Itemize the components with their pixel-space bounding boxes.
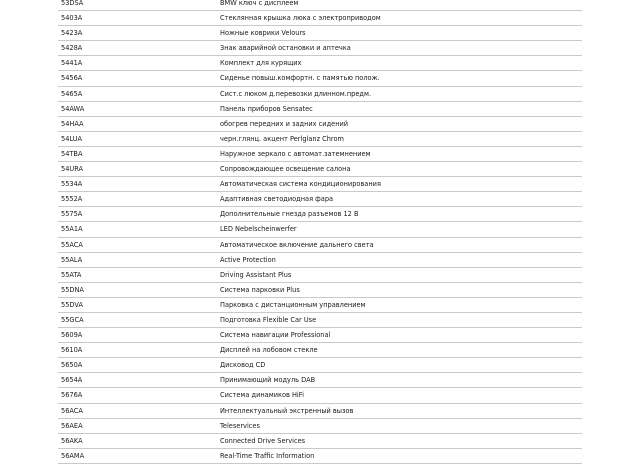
option-code: 5650A [61,361,83,370]
option-description: Сиденье повыш.комфортн. с памятью полож. [220,74,380,83]
option-description: Сист.с люком д.перевозки длинном.предм. [220,89,372,98]
option-code: 55DNA [61,285,84,294]
option-description: Система навигации Professional [220,331,331,340]
table-row [58,298,582,313]
option-description: Адаптивная светодиодная фара [220,195,334,204]
option-code: 54TBA [61,149,83,158]
table-row [58,419,582,434]
option-code: 56AMA [61,451,85,460]
option-description: Сопровождающее освещение салона [220,165,351,174]
table-row [58,388,582,403]
option-code: 55ALA [61,255,83,264]
table-row [58,41,582,56]
option-code: 5441A [61,59,83,68]
option-description: BMW ключ с дисплеем [220,0,299,7]
option-description: Driving Assistant Plus [220,270,292,279]
table-row [58,117,582,132]
option-description: Дисплей на лобовом стекле [220,346,318,355]
option-description: Стеклянная крышка люка с электроприводом [220,14,381,23]
table-row [58,177,582,192]
option-code: 53DSA [61,0,84,7]
option-description: Интеллектуальный экстренный вызов [220,406,354,415]
table-row [58,102,582,117]
option-description: Дисковод CD [220,361,266,370]
option-description: Дополнительные гнезда разъемов 12 В [220,210,359,219]
option-description: Принимающий модуль DAB [220,376,316,385]
table-row [58,71,582,86]
option-code: 56AEA [61,421,83,430]
option-code: 5428A [61,44,83,53]
option-code: 5465A [61,89,83,98]
table-row [58,238,582,253]
table-row [58,0,582,11]
option-description: Знак аварийной остановки и аптечка [220,44,351,53]
option-description: Автоматическая система кондиционирования [220,180,381,189]
option-description: Система парковки Plus [220,285,300,294]
option-code: 5676A [61,391,83,400]
table-row [58,162,582,177]
option-description: Active Protection [220,255,276,264]
table-row [58,268,582,283]
option-code: 5456A [61,74,83,83]
table-row [58,343,582,358]
option-description: Connected Drive Services [220,436,306,445]
option-code: 54AWA [61,104,85,113]
option-description: черн.глянц. акцент Perlglanz Chrom [220,134,344,143]
table-row [58,253,582,268]
table-row [58,313,582,328]
option-description: Парковка с дистанционным управлением [220,300,366,309]
option-description: Teleservices [220,421,260,430]
table-row [58,132,582,147]
table-row [58,26,582,41]
option-code: 54LUA [61,134,83,143]
option-code: 55ACA [61,240,83,249]
option-code: 55ATA [61,270,82,279]
option-description: Наружное зеркало с автомат.затемнением [220,149,371,158]
options-table [58,0,582,464]
option-code: 56ACA [61,406,83,415]
option-code: 5552A [61,195,83,204]
option-code: 5609A [61,331,83,340]
option-code: 5423A [61,29,83,38]
table-row [58,434,582,449]
option-code: 5534A [61,180,83,189]
option-code: 55A1A [61,225,83,234]
option-code: 5654A [61,376,83,385]
option-description: LED Nebelscheinwerfer [220,225,297,234]
option-code: 5610A [61,346,83,355]
option-description: Real-Time Traffic Information [220,451,315,460]
table-row [58,192,582,207]
option-code: 5575A [61,210,83,219]
option-description: Панель приборов Sensatec [220,104,313,113]
table-row [58,328,582,343]
option-description: Автоматическое включение дальнего света [220,240,374,249]
table-row [58,147,582,162]
option-description: Ножные коврики Velours [220,29,306,38]
option-code: 5403A [61,14,83,23]
table-row [58,87,582,102]
option-description: Подготовка Flexible Car Use [220,315,317,324]
option-code: 54HAA [61,119,84,128]
option-code: 55DVA [61,300,83,309]
table-row [58,11,582,26]
option-code: 55GCA [61,315,84,324]
option-description: обогрев передних и задних сидений [220,119,349,128]
table-row [58,373,582,388]
table-row [58,56,582,71]
table-row [58,449,582,464]
table-row [58,207,582,222]
option-code: 56AKA [61,436,83,445]
table-row [58,222,582,237]
option-description: Комплект для курящих [220,59,302,68]
table-row [58,358,582,373]
table-row [58,404,582,419]
table-row [58,283,582,298]
option-description: Система динамиков HiFi [220,391,304,400]
option-code: 54URA [61,165,84,174]
